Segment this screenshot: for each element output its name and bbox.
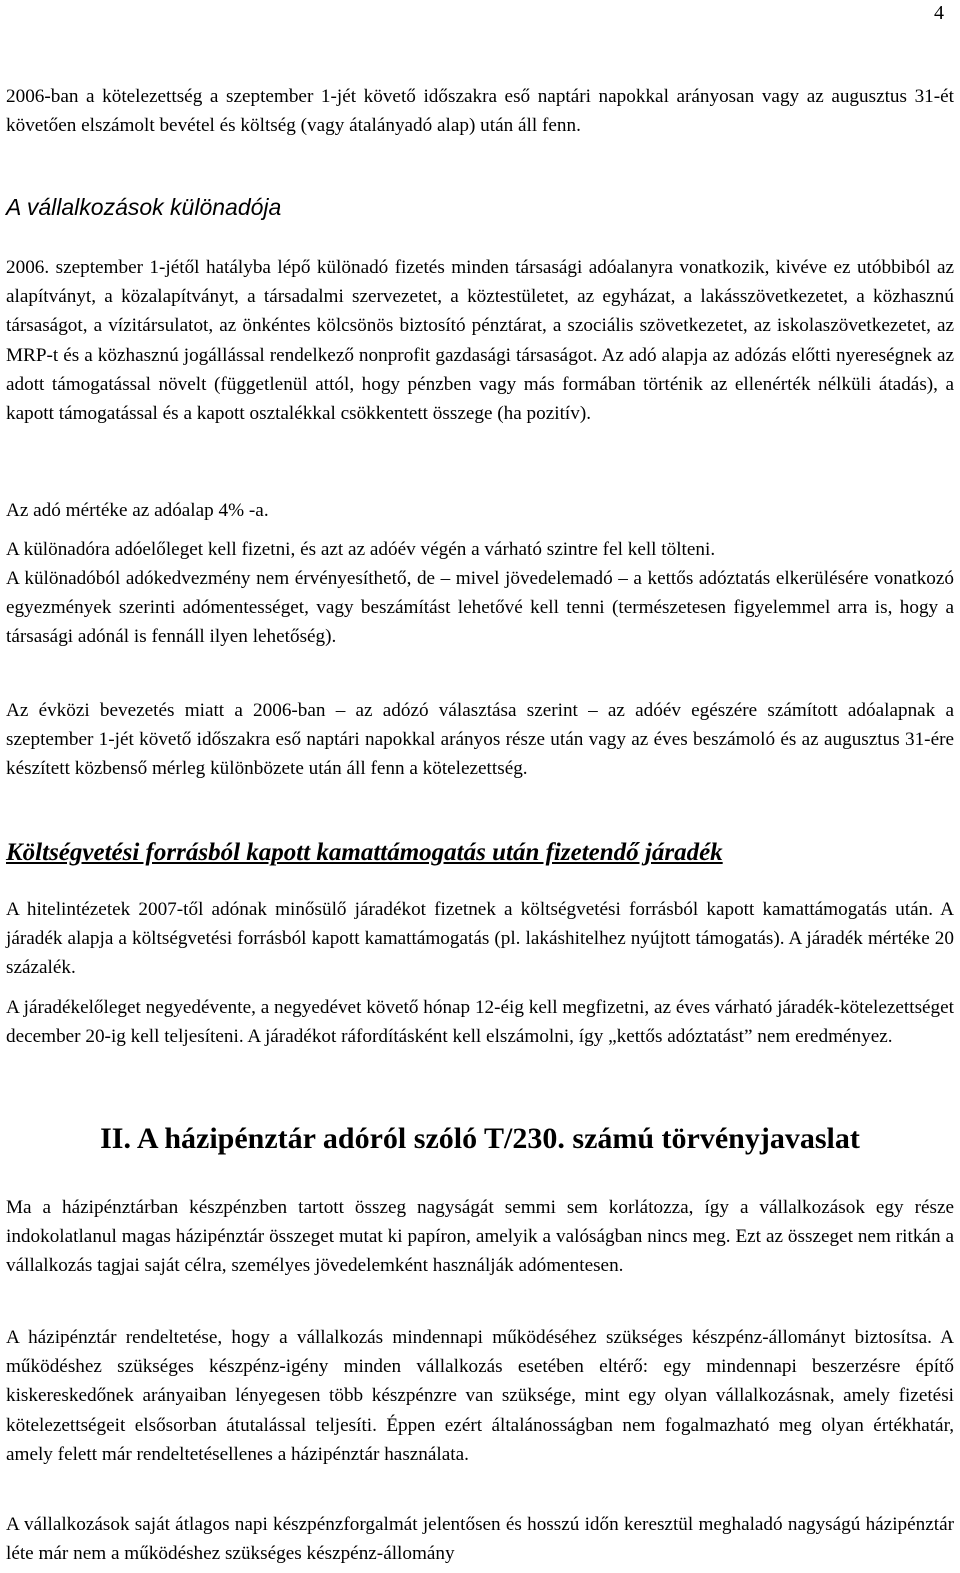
kulonado-rate-paragraph: Az adó mértéke az adóalap 4% -a. [6,500,269,521]
chapter-heading-hazipenztar: II. A házipénztár adóról szóló T/230. számú törvényjavaslat [100,1122,860,1155]
kulonado-introduction-paragraph: Az évközi bevezetés miatt a 2006-ban – az adózó választása szerint – az adóév egészére számított adóalapnak a szeptember 1-jét követő időszakra eső naptári napokkal arányos része után vagy az éves beszámoló és az augusztus 31-ére készített közbenső mérleg különbözete után áll fenn a kötelezettség. [6,700,954,780]
kulonado-allowance-paragraph: A különadóból adókedvezmény nem érvényesíthető, de – mivel jövedelemadó – a kettős adóztatás elkerülésére vonatkozó egyezmények szerinti adómentességet, vagy beszámítást lehetővé kell tenni (természetesen figyelemmel arra is, hogy a társasági adónál is fennáll ilyen lehetőség). [6,568,954,648]
hazipenztar-purpose-paragraph: A házipénztár rendeltetése, hogy a vállalkozás mindennapi működéséhez szükséges készpénz-állományt biztosítsa. A működéshez szükséges készpénz-igény minden vállalkozás esetében eltérő: egy mindennapi beszerzésre építő kiskereskedőnek arányaiban lényegesen több készpénzre van szüksége, mint egy olyan vállalkozásnak, amely fizetési kötelezettségeit elsősorban átutalással teljesíti. Éppen ezért általánosságban nem fogalmazható meg olyan értékhatár, amely felett már rendeltetésellenes a házipénztár használata. [6,1327,954,1465]
intro-paragraph: 2006-ban a kötelezettség a szeptember 1-jét követő időszakra eső naptári napokkal arányosan vagy az augusztus 31-ét követően elszámolt bevétel és költség (vagy átalányadó alap) után áll fenn. [6,86,954,137]
kulonado-advance-paragraph: A különadóra adóelőleget kell fizetni, és azt az adóév végén a várható szintre fel kell tölteni. [6,539,716,560]
jaradek-paragraph: A hitelintézetek 2007-től adónak minősülő járadékot fizetnek a költségvetési forrásból kapott kamattámogatás után. A járadék alapja a költségvetési forrásból kapott kamattámogatás (pl. lakáshitelhez nyújtott támogatás). A járadék mértéke 20 százalék. [6,899,954,979]
section-heading-kulonado: A vállalkozások különadója [6,194,282,220]
page-number: 4 [934,2,944,24]
section-heading-jaradek: Költségvetési forrásból kapott kamattámogatás után fizetendő járadék [6,839,723,866]
kulonado-paragraph: 2006. szeptember 1-jétől hatályba lépő különadó fizetés minden társasági adóalanyra vonatkozik, kivéve ez utóbbiból az alapítványt, a közalapítványt, a társadalmi szervezetet, a köztestületet, az egyházat, a lakásszövetkezetet, a közhasznú társaságot, a vízitársulatot, az önkéntes kölcsönös biztosító pénztárat, a szociális szövetkezetet, az iskolaszövetkezetet, az MRP-t és a közhasznú jogállással rendelkező nonprofit gazdasági társaságot. Az adó alapja az adózás előtti nyereségnek az adott támogatással növelt (függetlenül attól, hogy pénzben vagy más formában történik az ellenérték nélküli átadás), a kapott támogatással és a kapott osztalékkal csökkentett összege (ha pozitív). [6,257,954,425]
jaradek-advance-paragraph: A járadékelőleget negyedévente, a negyedévet követő hónap 12-éig kell megfizetni, az éves várható járadék-kötelezettséget december 20-ig kell teljesíteni. A járadékot ráfordításként kell elszámolni, így „kettős adóztatást” nem eredményez. [6,997,954,1048]
hazipenztar-paragraph: Ma a házipénztárban készpénzben tartott összeg nagyságát semmi sem korlátozza, így a vállalkozások egy része indokolatlanul magas házipénztár összeget mutat ki papíron, amelyik a valóságban nincs meg. Ezt az összeget nem ritkán a vállalkozás tagjai saját célra, személyes jövedelemként használják adómentesen. [6,1197,954,1277]
hazipenztar-excess-paragraph: A vállalkozások saját átlagos napi készpénzforgalmát jelentősen és hosszú időn keresztül meghaladó nagyságú házipénztár léte már nem a működéshez szükséges készpénz-állomány [6,1514,954,1565]
